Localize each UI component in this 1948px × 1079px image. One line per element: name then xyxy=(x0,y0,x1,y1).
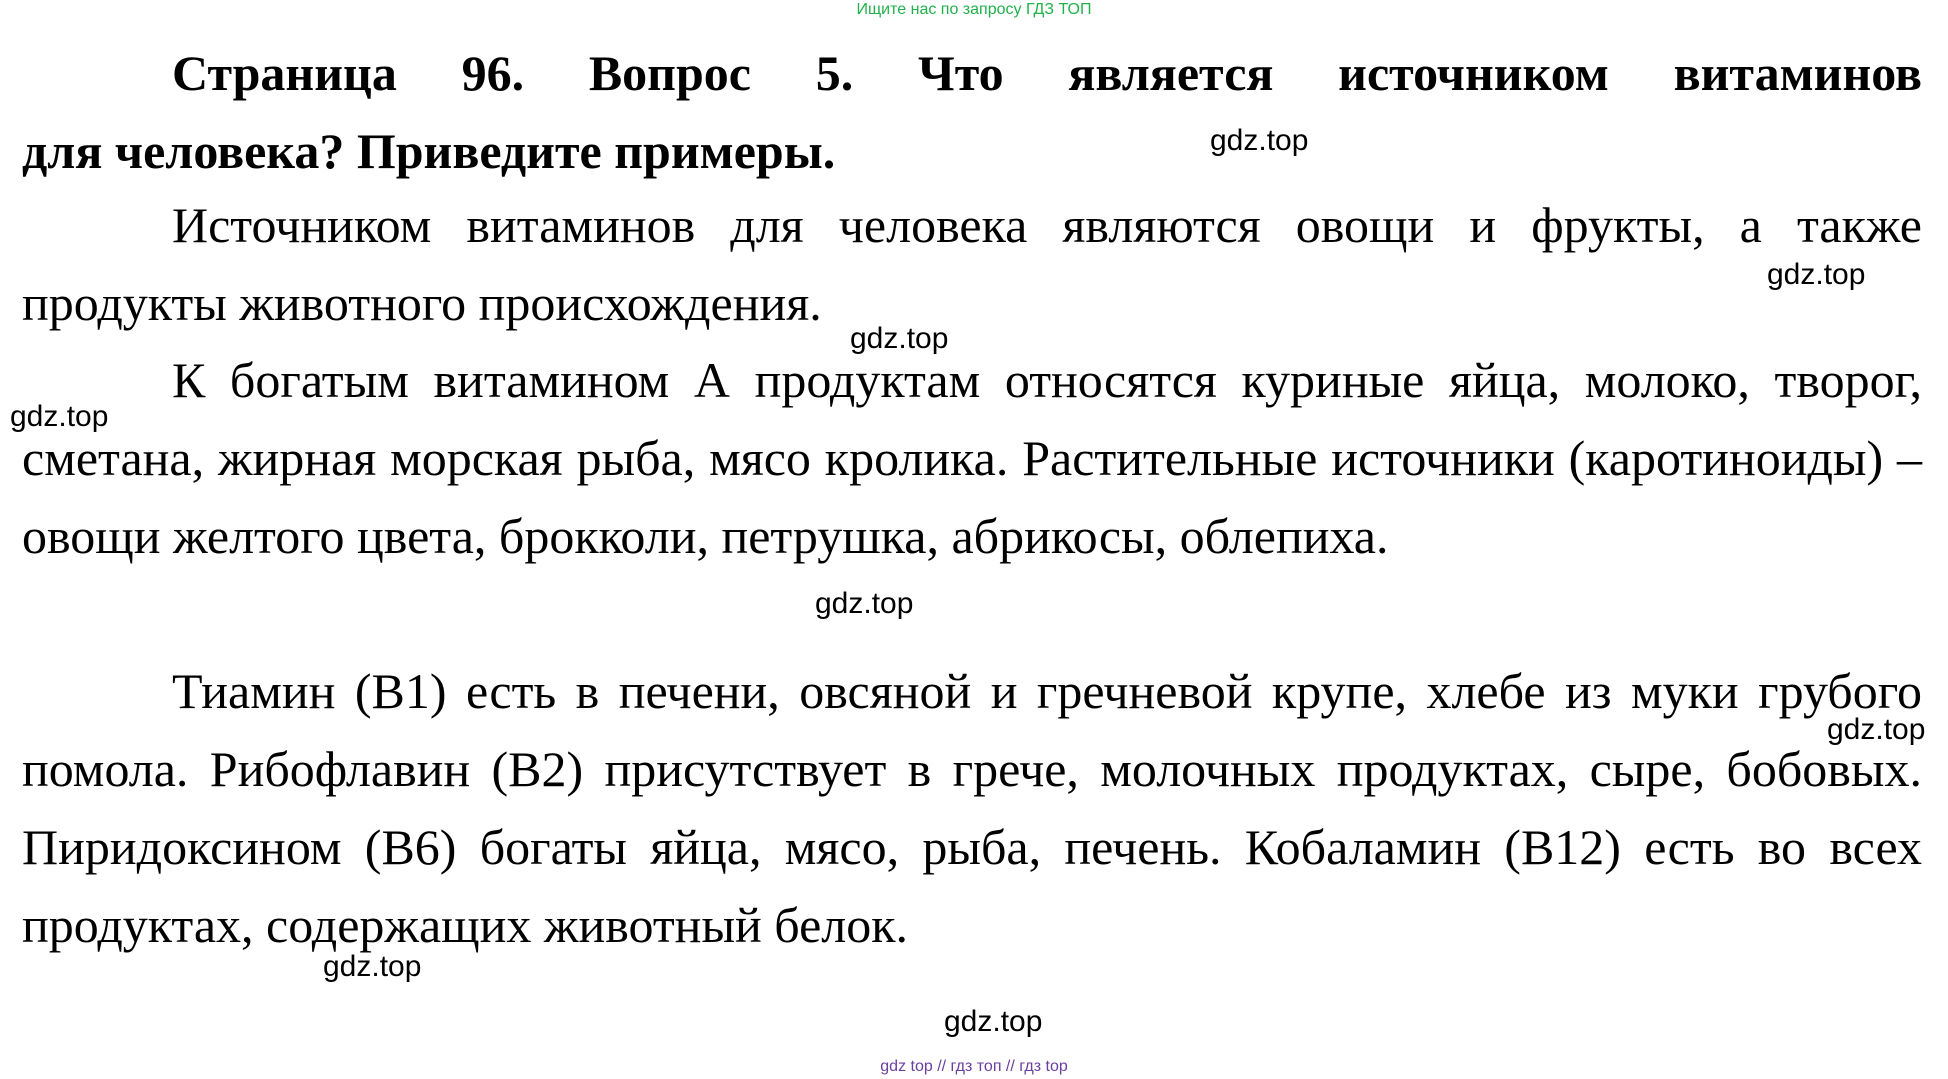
question-label: Страница 96. Вопрос 5. xyxy=(172,45,854,101)
question-text-line2: для человека? Приведите примеры. xyxy=(22,123,836,179)
answer-paragraph-3: Тиамин (В1) есть в печени, овсяной и гречневой крупе, хлебе из муки грубого помола. Рибофлавин (В2) присутствует в грече, молочных продуктах, сыре, бобовых. Пиридоксином (В6) богаты яйца, мясо, рыба, печень. Кобаламин (В12) есть во всех продуктах, содержащих животный белок. xyxy=(22,663,1922,953)
watermark: gdz.top xyxy=(10,400,109,433)
watermark: gdz.top xyxy=(323,950,422,983)
watermark: gdz.top xyxy=(944,1005,1043,1038)
question-first-line xyxy=(22,34,1922,112)
watermark: gdz.top xyxy=(1210,124,1309,157)
top-banner: Ищите нас по запросу ГДЗ ТОП xyxy=(856,1,1092,18)
footer-links: gdz top // гдз топ // гдз top xyxy=(880,1058,1068,1075)
question-text-line1: Что является источником витаминов xyxy=(918,45,1923,101)
watermark: gdz.top xyxy=(850,322,949,355)
watermark: gdz.top xyxy=(1767,258,1866,291)
watermark: gdz.top xyxy=(815,587,914,620)
answer-paragraph-2: К богатым витамином А продуктам относятся куриные яйца, молоко, творог, сметана, жирная морская рыба, мясо кролика. Растительные источники (каротиноиды) – овощи желтого цвета, брокколи, петрушка, абрикосы, облепиха. xyxy=(22,352,1922,564)
answer-paragraph-1: Источником витаминов для человека являются овощи и фрукты, а также продукты животного происхождения. xyxy=(22,197,1922,331)
watermark: gdz.top xyxy=(1827,713,1926,746)
question-heading xyxy=(22,34,1922,190)
